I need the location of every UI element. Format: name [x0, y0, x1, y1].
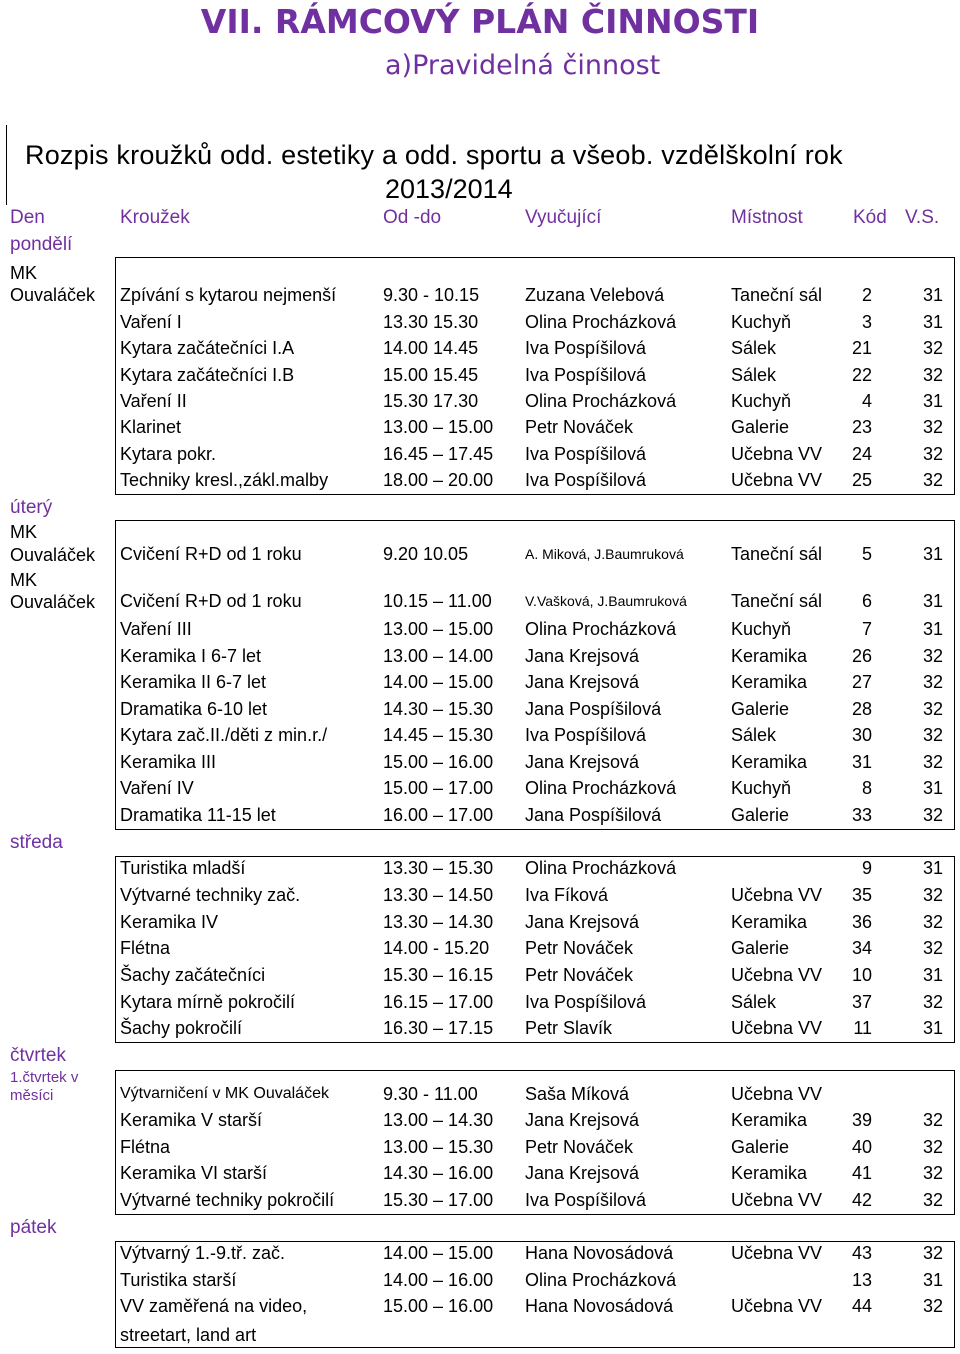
variable-symbol: 32	[922, 725, 943, 745]
day-monday: pondělí	[10, 234, 73, 255]
table-row	[0, 935, 960, 961]
variable-symbol: 32	[922, 365, 943, 385]
time-range: 13.00 – 15.00	[383, 417, 494, 437]
activity-code: 10	[851, 965, 872, 985]
teacher-name: Iva Pospíšilová	[525, 470, 647, 490]
table-row	[0, 802, 960, 828]
variable-symbol: 31	[922, 965, 943, 985]
activity-name: Výtvarný 1.-9.tř. zač.	[120, 1243, 286, 1263]
activity-code: 25	[851, 470, 872, 490]
table-row	[0, 335, 960, 361]
room-name: Učebna VV	[731, 885, 823, 905]
time-range: 15.00 – 16.00	[383, 752, 494, 772]
table-row	[0, 441, 960, 467]
room-name: Taneční sál	[731, 544, 823, 564]
activity-name: VV zaměřená na video,	[120, 1296, 308, 1316]
room-name: Kuchyň	[731, 312, 792, 332]
activity-code: 36	[851, 912, 872, 932]
schedule-title: Rozpis kroužků odd. estetiky a odd. sportu a všeob. vzdělškolní rok	[25, 140, 843, 170]
room-name: Taneční sál	[731, 285, 823, 305]
variable-symbol: 32	[922, 646, 943, 666]
room-name: Učebna VV	[731, 1084, 823, 1104]
activity-code: 28	[851, 699, 872, 719]
last-row-continuation: streetart, land art	[120, 1325, 257, 1345]
variable-symbol: 32	[922, 1190, 943, 1210]
teacher-name: Iva Pospíšilová	[525, 365, 647, 385]
variable-symbol: 32	[922, 1296, 943, 1316]
activity-code: 22	[851, 365, 872, 385]
room-name: Galerie	[731, 417, 790, 437]
activity-name: Cvičení R+D od 1 roku	[120, 591, 302, 611]
page-subheading: a)Pravidelná činnost	[385, 50, 661, 81]
activity-name: Keramika VI starší	[120, 1163, 268, 1183]
time-range: 13.00 – 14.30	[383, 1110, 494, 1130]
activity-code: 21	[851, 338, 872, 358]
time-range: 9.20 10.05	[383, 544, 469, 564]
variable-symbol: 32	[922, 338, 943, 358]
teacher-name: Zuzana Velebová	[525, 285, 665, 305]
time-range: 14.30 – 16.00	[383, 1163, 494, 1183]
activity-code: 40	[851, 1137, 872, 1157]
activity-code: 43	[851, 1243, 872, 1263]
activity-code: 41	[851, 1163, 872, 1183]
variable-symbol: 32	[922, 752, 943, 772]
time-range: 15.00 – 17.00	[383, 778, 494, 798]
time-range: 15.00 15.45	[383, 365, 479, 385]
activity-name: Cvičení R+D od 1 roku	[120, 544, 302, 564]
room-name: Sálek	[731, 365, 777, 385]
activity-code: 11	[853, 1018, 872, 1038]
room-name: Keramika	[731, 752, 808, 772]
day-thursday-note: 1.čtvrtek v měsíci	[10, 1069, 79, 1104]
activity-code: 13	[851, 1270, 872, 1290]
table-row	[0, 1187, 960, 1213]
activity-code: 5	[861, 544, 872, 564]
variable-symbol: 31	[922, 544, 943, 564]
teacher-name: V.Vašková, J.Baumruková	[525, 593, 687, 609]
room-name: Keramika	[731, 912, 808, 932]
activity-name: Výtvarné techniky pokročilí	[120, 1190, 335, 1210]
teacher-name: Jana Krejsová	[525, 1163, 640, 1183]
time-range: 10.15 – 11.00	[383, 591, 492, 611]
variable-symbol: 31	[922, 1270, 943, 1290]
activity-name: Kytara pokr.	[120, 444, 217, 464]
day-thursday: čtvrtek	[10, 1045, 66, 1066]
variable-symbol: 31	[922, 391, 943, 411]
room-name: Galerie	[731, 805, 790, 825]
teacher-name: Olina Procházková	[525, 391, 677, 411]
activity-name: Klarinet	[120, 417, 182, 437]
room-name: Kuchyň	[731, 778, 792, 798]
variable-symbol: 32	[922, 912, 943, 932]
table-row	[0, 989, 960, 1015]
activity-name: Zpívání s kytarou nejmenší	[120, 285, 337, 305]
activity-name: Kytara zač.II./děti z min.r./	[120, 725, 328, 745]
time-range: 15.30 – 16.15	[383, 965, 494, 985]
teacher-name: Jana Pospíšilová	[525, 805, 662, 825]
activity-name: Dramatika 11-15 let	[120, 805, 276, 825]
time-range: 14.00 14.45	[383, 338, 479, 358]
time-range: 13.30 – 14.50	[383, 885, 494, 905]
room-name: Učebna VV	[731, 1018, 823, 1038]
activity-code: 24	[851, 444, 872, 464]
teacher-name: A. Miková, J.Baumruková	[525, 546, 684, 562]
table-row	[0, 775, 960, 801]
table-row	[0, 309, 960, 335]
activity-name: Kytara mírně pokročilí	[120, 992, 296, 1012]
time-range: 13.00 – 15.00	[383, 619, 494, 639]
teacher-name: Jana Krejsová	[525, 646, 640, 666]
table-row	[0, 696, 960, 722]
activity-name: Vaření IV	[120, 778, 194, 798]
activity-code: 7	[861, 619, 872, 639]
time-range: 14.00 – 15.00	[383, 1243, 494, 1263]
time-range: 15.30 17.30	[383, 391, 479, 411]
teacher-name: Jana Pospíšilová	[525, 699, 662, 719]
teacher-name: Iva Pospíšilová	[525, 725, 647, 745]
time-range: 9.30 - 10.15	[383, 285, 480, 305]
table-row	[0, 616, 960, 642]
activity-code: 39	[851, 1110, 872, 1130]
left-rule	[6, 125, 7, 205]
teacher-name: Olina Procházková	[525, 778, 677, 798]
table-row	[0, 282, 960, 308]
room-name: Taneční sál	[731, 591, 823, 611]
table-row	[0, 362, 960, 388]
room-name: Učebna VV	[731, 444, 823, 464]
activity-name: Kytara začátečníci I.A	[120, 338, 295, 358]
variable-symbol: 31	[922, 858, 943, 878]
col-header-vs: V.S.	[905, 207, 940, 228]
table-row	[0, 1134, 960, 1160]
teacher-name: Olina Procházková	[525, 858, 677, 878]
room-name: Keramika	[731, 1110, 808, 1130]
variable-symbol: 32	[922, 992, 943, 1012]
org-label-mk: MK	[10, 522, 37, 542]
room-name: Keramika	[731, 1163, 808, 1183]
table-row	[0, 643, 960, 669]
activity-code: 37	[851, 992, 872, 1012]
variable-symbol: 32	[922, 885, 943, 905]
table-row	[0, 1293, 960, 1319]
room-name: Galerie	[731, 1137, 790, 1157]
col-header-den: Den	[10, 207, 45, 228]
time-range: 16.45 – 17.45	[383, 444, 494, 464]
activity-code: 35	[851, 885, 872, 905]
time-range: 18.00 – 20.00	[383, 470, 494, 490]
activity-code: 3	[861, 312, 872, 332]
activity-code: 42	[851, 1190, 872, 1210]
time-range: 14.45 – 15.30	[383, 725, 494, 745]
room-name: Sálek	[731, 992, 777, 1012]
table-row	[0, 1015, 960, 1041]
variable-symbol: 32	[922, 417, 943, 437]
variable-symbol: 32	[922, 672, 943, 692]
activity-name: Flétna	[120, 1137, 171, 1157]
table-row	[0, 882, 960, 908]
teacher-name: Olina Procházková	[525, 312, 677, 332]
table-row	[0, 388, 960, 414]
activity-code: 27	[851, 672, 872, 692]
time-range: 14.00 – 16.00	[383, 1270, 494, 1290]
org-label-mk: MK	[10, 263, 37, 283]
teacher-name: Petr Nováček	[525, 417, 634, 437]
table-row	[0, 1267, 960, 1293]
time-range: 16.15 – 17.00	[383, 992, 494, 1012]
variable-symbol: 31	[922, 619, 943, 639]
activity-code: 6	[861, 591, 872, 611]
activity-code: 44	[851, 1296, 872, 1316]
activity-name: Dramatika 6-10 let	[120, 699, 268, 719]
teacher-name: Olina Procházková	[525, 619, 677, 639]
activity-code: 8	[861, 778, 872, 798]
activity-name: Kytara začátečníci I.B	[120, 365, 295, 385]
teacher-name: Petr Nováček	[525, 1137, 634, 1157]
org-label-ouvalacek: Ouvaláček	[10, 285, 96, 305]
time-range: 13.00 – 14.00	[383, 646, 494, 666]
variable-symbol: 32	[922, 938, 943, 958]
activity-name: Vaření II	[120, 391, 187, 411]
table-row	[0, 1160, 960, 1186]
col-header-vyucujici: Vyučující	[525, 207, 602, 228]
table-row	[0, 722, 960, 748]
teacher-name: Petr Slavík	[525, 1018, 613, 1038]
variable-symbol: 32	[922, 805, 943, 825]
activity-name: Šachy začátečníci	[120, 965, 266, 985]
teacher-name: Petr Nováček	[525, 965, 634, 985]
variable-symbol: 31	[922, 285, 943, 305]
activity-name: Techniky kresl.,zákl.malby	[120, 470, 329, 490]
variable-symbol: 32	[922, 1137, 943, 1157]
day-tuesday: úterý	[10, 497, 53, 518]
teacher-name: Iva Pospíšilová	[525, 992, 647, 1012]
activity-name: Turistika mladší	[120, 858, 246, 878]
time-range: 13.30 15.30	[383, 312, 479, 332]
variable-symbol: 32	[922, 1110, 943, 1130]
table-row	[0, 1240, 960, 1266]
time-range: 16.00 – 17.00	[383, 805, 494, 825]
activity-code: 4	[861, 391, 872, 411]
variable-symbol: 31	[922, 591, 943, 611]
teacher-name: Iva Pospíšilová	[525, 444, 647, 464]
time-range: 14.00 - 15.20	[383, 938, 490, 958]
org-label-ouvalacek: Ouvaláček	[10, 545, 96, 565]
room-name: Kuchyň	[731, 391, 792, 411]
table-row	[0, 855, 960, 881]
room-name: Galerie	[731, 938, 790, 958]
table-row	[0, 669, 960, 695]
variable-symbol: 31	[922, 1018, 943, 1038]
teacher-name: Olina Procházková	[525, 1270, 677, 1290]
activity-code: 34	[851, 938, 872, 958]
activity-name: Keramika IV	[120, 912, 219, 932]
col-header-od-do: Od -do	[383, 207, 442, 228]
time-range: 16.30 – 17.15	[383, 1018, 494, 1038]
teacher-name: Hana Novosádová	[525, 1296, 674, 1316]
day-friday: pátek	[10, 1217, 57, 1238]
room-name: Keramika	[731, 672, 808, 692]
time-range: 14.00 – 15.00	[383, 672, 494, 692]
activity-name: Výtvarné techniky zač.	[120, 885, 301, 905]
org-label-mk: MK	[10, 570, 37, 590]
activity-name: Keramika III	[120, 752, 217, 772]
activity-code: 26	[851, 646, 872, 666]
activity-name: Keramika II 6-7 let	[120, 672, 267, 692]
table-row	[0, 1081, 960, 1107]
teacher-name: Saša Míková	[525, 1084, 630, 1104]
teacher-name: Iva Pospíšilová	[525, 1190, 647, 1210]
time-range: 13.30 – 14.30	[383, 912, 494, 932]
variable-symbol: 32	[922, 444, 943, 464]
activity-code: 9	[861, 858, 872, 878]
table-row	[0, 414, 960, 440]
teacher-name: Jana Krejsová	[525, 752, 640, 772]
col-header-krouzek: Kroužek	[120, 207, 190, 228]
time-range: 14.30 – 15.30	[383, 699, 494, 719]
room-name: Kuchyň	[731, 619, 792, 639]
activity-code: 2	[861, 285, 872, 305]
teacher-name: Iva Pospíšilová	[525, 338, 647, 358]
activity-name: Keramika I 6-7 let	[120, 646, 262, 666]
room-name: Učebna VV	[731, 470, 823, 490]
table-row	[0, 541, 960, 567]
page-heading: VII. RÁMCOVÝ PLÁN ČINNOSTI	[200, 2, 760, 41]
room-name: Galerie	[731, 699, 790, 719]
time-range: 9.30 - 11.00	[383, 1084, 478, 1104]
activity-name: Flétna	[120, 938, 171, 958]
variable-symbol: 32	[922, 1163, 943, 1183]
org-label-ouvalacek: Ouvaláček	[10, 592, 96, 612]
room-name: Učebna VV	[731, 965, 823, 985]
activity-name: Šachy pokročilí	[120, 1018, 243, 1038]
time-range: 15.30 – 17.00	[383, 1190, 494, 1210]
activity-code: 33	[851, 805, 872, 825]
room-name: Učebna VV	[731, 1190, 823, 1210]
variable-symbol: 31	[922, 312, 943, 332]
activity-code: 23	[851, 417, 872, 437]
room-name: Keramika	[731, 646, 808, 666]
time-range: 15.00 – 16.00	[383, 1296, 494, 1316]
time-range: 13.00 – 15.30	[383, 1137, 494, 1157]
teacher-name: Jana Krejsová	[525, 672, 640, 692]
room-name: Sálek	[731, 725, 777, 745]
teacher-name: Jana Krejsová	[525, 912, 640, 932]
variable-symbol: 31	[922, 778, 943, 798]
activity-code: 30	[851, 725, 872, 745]
teacher-name: Jana Krejsová	[525, 1110, 640, 1130]
teacher-name: Hana Novosádová	[525, 1243, 674, 1263]
activity-name: Vaření III	[120, 619, 192, 639]
table-row	[0, 749, 960, 775]
table-row	[0, 467, 960, 493]
time-range: 13.30 – 15.30	[383, 858, 494, 878]
room-name: Učebna VV	[731, 1296, 823, 1316]
variable-symbol: 32	[922, 1243, 943, 1263]
table-row	[0, 1107, 960, 1133]
day-wednesday: středa	[10, 832, 63, 853]
teacher-name: Iva Fíková	[525, 885, 609, 905]
activity-name: Turistika starší	[120, 1270, 237, 1290]
table-row	[0, 962, 960, 988]
activity-name: Keramika V starší	[120, 1110, 263, 1130]
activity-name: Výtvarničení v MK Ouvaláček	[120, 1085, 329, 1102]
col-header-mistnost: Místnost	[731, 207, 803, 228]
variable-symbol: 32	[922, 699, 943, 719]
school-year: 2013/2014	[385, 174, 513, 204]
room-name: Učebna VV	[731, 1243, 823, 1263]
col-header-kod: Kód	[853, 207, 887, 228]
table-row	[0, 909, 960, 935]
activity-name: Vaření I	[120, 312, 182, 332]
teacher-name: Petr Nováček	[525, 938, 634, 958]
variable-symbol: 32	[922, 470, 943, 490]
table-row	[0, 588, 960, 614]
activity-code: 31	[851, 752, 872, 772]
room-name: Sálek	[731, 338, 777, 358]
